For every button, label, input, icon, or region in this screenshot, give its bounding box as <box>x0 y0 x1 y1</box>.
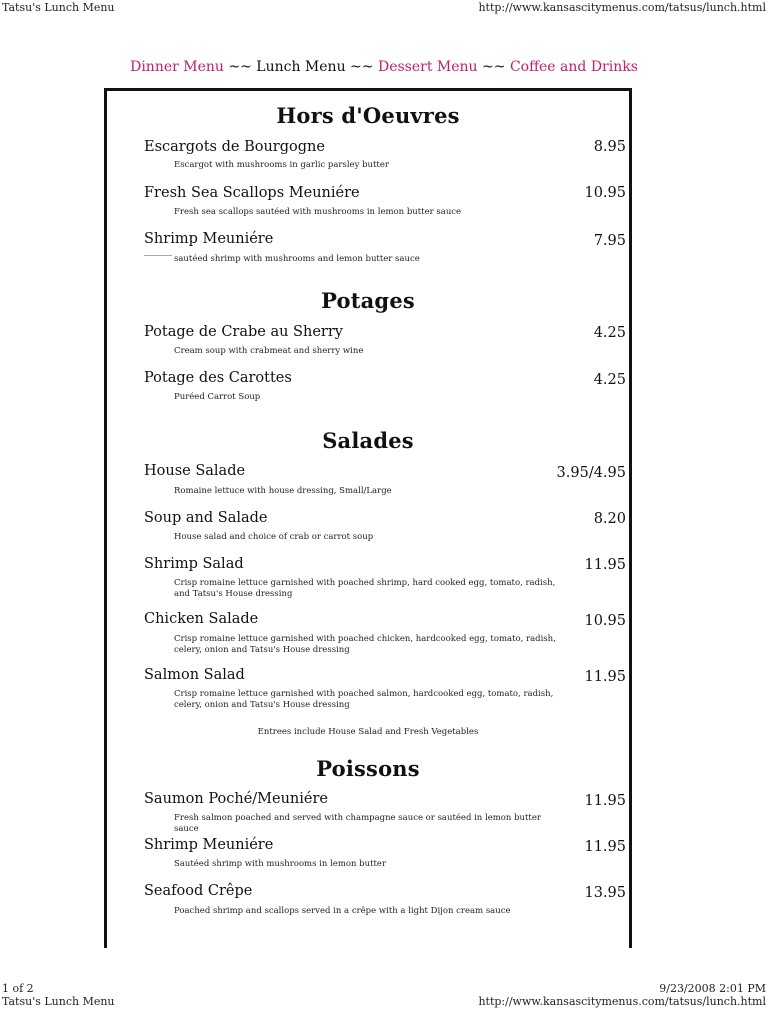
nav-separator: ~~ <box>345 59 378 75</box>
nav-coffee-drinks-link[interactable]: Coffee and Drinks <box>509 59 638 75</box>
menu-item-description: sautéed shrimp with mushrooms and lemon butter sauce <box>174 254 420 264</box>
page-url-bottom[interactable]: http://www.kansascitymenus.com/tatsus/lunch.html <box>478 995 766 1008</box>
menu-item-name: Seafood Crêpe <box>144 883 253 899</box>
menu-item-price: 11.95 <box>584 793 626 809</box>
menu-item-name: Shrimp Salad <box>144 556 244 572</box>
menu-item-price: 10.95 <box>584 185 626 201</box>
menu-navigation <box>0 59 768 75</box>
menu-box <box>104 88 632 948</box>
menu-item-price: 4.25 <box>593 372 626 388</box>
menu-item-name: Saumon Poché/Meuniére <box>144 791 329 807</box>
menu-item-price: 8.95 <box>593 139 626 155</box>
menu-item-price: 7.95 <box>593 233 626 249</box>
menu-item-name: Shrimp Meuniére <box>144 837 274 853</box>
menu-item-price: 3.95/4.95 <box>556 465 626 481</box>
menu-item-price: 8.20 <box>593 511 626 527</box>
nav-separator: ~~ <box>223 59 257 75</box>
menu-item-price: 10.95 <box>584 613 626 629</box>
menu-item-description: Puréed Carrot Soup <box>174 392 261 402</box>
page-title-top: Tatsu's Lunch Menu <box>2 1 115 14</box>
menu-item-price: 11.95 <box>584 557 626 573</box>
menu-item-name: Salmon Salad <box>144 667 245 683</box>
page-url-top[interactable]: http://www.kansascitymenus.com/tatsus/lunch.html <box>478 1 766 14</box>
menu-item-description: Romaine lettuce with house dressing, Small/Large <box>174 486 392 496</box>
menu-item-name: Escargots de Bourgogne <box>144 139 325 155</box>
entrees-note: Entrees include House Salad and Fresh Vegetables <box>257 727 479 737</box>
section-title-salades: Salades <box>322 428 414 453</box>
menu-item-description: House salad and choice of crab or carrot soup <box>174 532 374 542</box>
menu-item-description: Escargot with mushrooms in garlic parsley butter <box>174 160 389 170</box>
placeholder-line <box>144 255 172 264</box>
nav-dinner-menu-link[interactable]: Dinner Menu <box>130 59 224 75</box>
section-title-potages: Potages <box>321 288 415 313</box>
section-title-hors-doeuvres: Hors d'Oeuvres <box>276 103 460 128</box>
menu-item-name: Potage des Carottes <box>144 370 292 386</box>
menu-item-name: Fresh Sea Scallops Meuniére <box>144 185 360 201</box>
menu-item-price: 11.95 <box>584 669 626 685</box>
menu-item-name: Potage de Crabe au Sherry <box>144 324 343 340</box>
section-title-poissons: Poissons <box>316 756 420 781</box>
nav-separator: ~~ <box>477 59 510 75</box>
menu-item-description: Fresh salmon poached and served with champagne sauce or sautéed in lemon butter sauce <box>174 813 541 834</box>
menu-item-price: 13.95 <box>584 885 626 901</box>
menu-item-name: Shrimp Meuniére <box>144 231 274 247</box>
nav-lunch-menu-current: Lunch Menu <box>256 59 346 75</box>
menu-item-description: Fresh sea scallops sautéed with mushrooms in lemon butter sauce <box>174 207 462 217</box>
page-number: 1 of 2 <box>2 982 34 995</box>
menu-item-description: Crisp romaine lettuce garnished with poached shrimp, hard cooked egg, tomato, radish, and Tatsu's House dressing <box>174 578 556 599</box>
menu-item-name: Chicken Salade <box>144 611 259 627</box>
menu-item-price: 11.95 <box>584 839 626 855</box>
menu-item-description: Sautéed shrimp with mushrooms in lemon butter <box>174 859 387 869</box>
menu-item-description: Crisp romaine lettuce garnished with poached chicken, hardcooked egg, tomato, radish, celery, onion and Tatsu's House dressing <box>174 634 556 655</box>
nav-dessert-menu-link[interactable]: Dessert Menu <box>377 59 478 75</box>
menu-item-price: 4.25 <box>593 325 626 341</box>
menu-item-description: Crisp romaine lettuce garnished with poached salmon, hardcooked egg, tomato, radish, celery, onion and Tatsu's House dressing <box>174 689 554 710</box>
print-timestamp: 9/23/2008 2:01 PM <box>659 982 766 995</box>
page-title-bottom: Tatsu's Lunch Menu <box>2 995 115 1008</box>
menu-item-description: Poached shrimp and scallops served in a crêpe with a light Dijon cream sauce <box>174 906 511 916</box>
menu-item-name: Soup and Salade <box>144 510 268 526</box>
menu-item-description: Cream soup with crabmeat and sherry wine <box>174 346 364 356</box>
menu-item-name: House Salade <box>144 463 246 479</box>
